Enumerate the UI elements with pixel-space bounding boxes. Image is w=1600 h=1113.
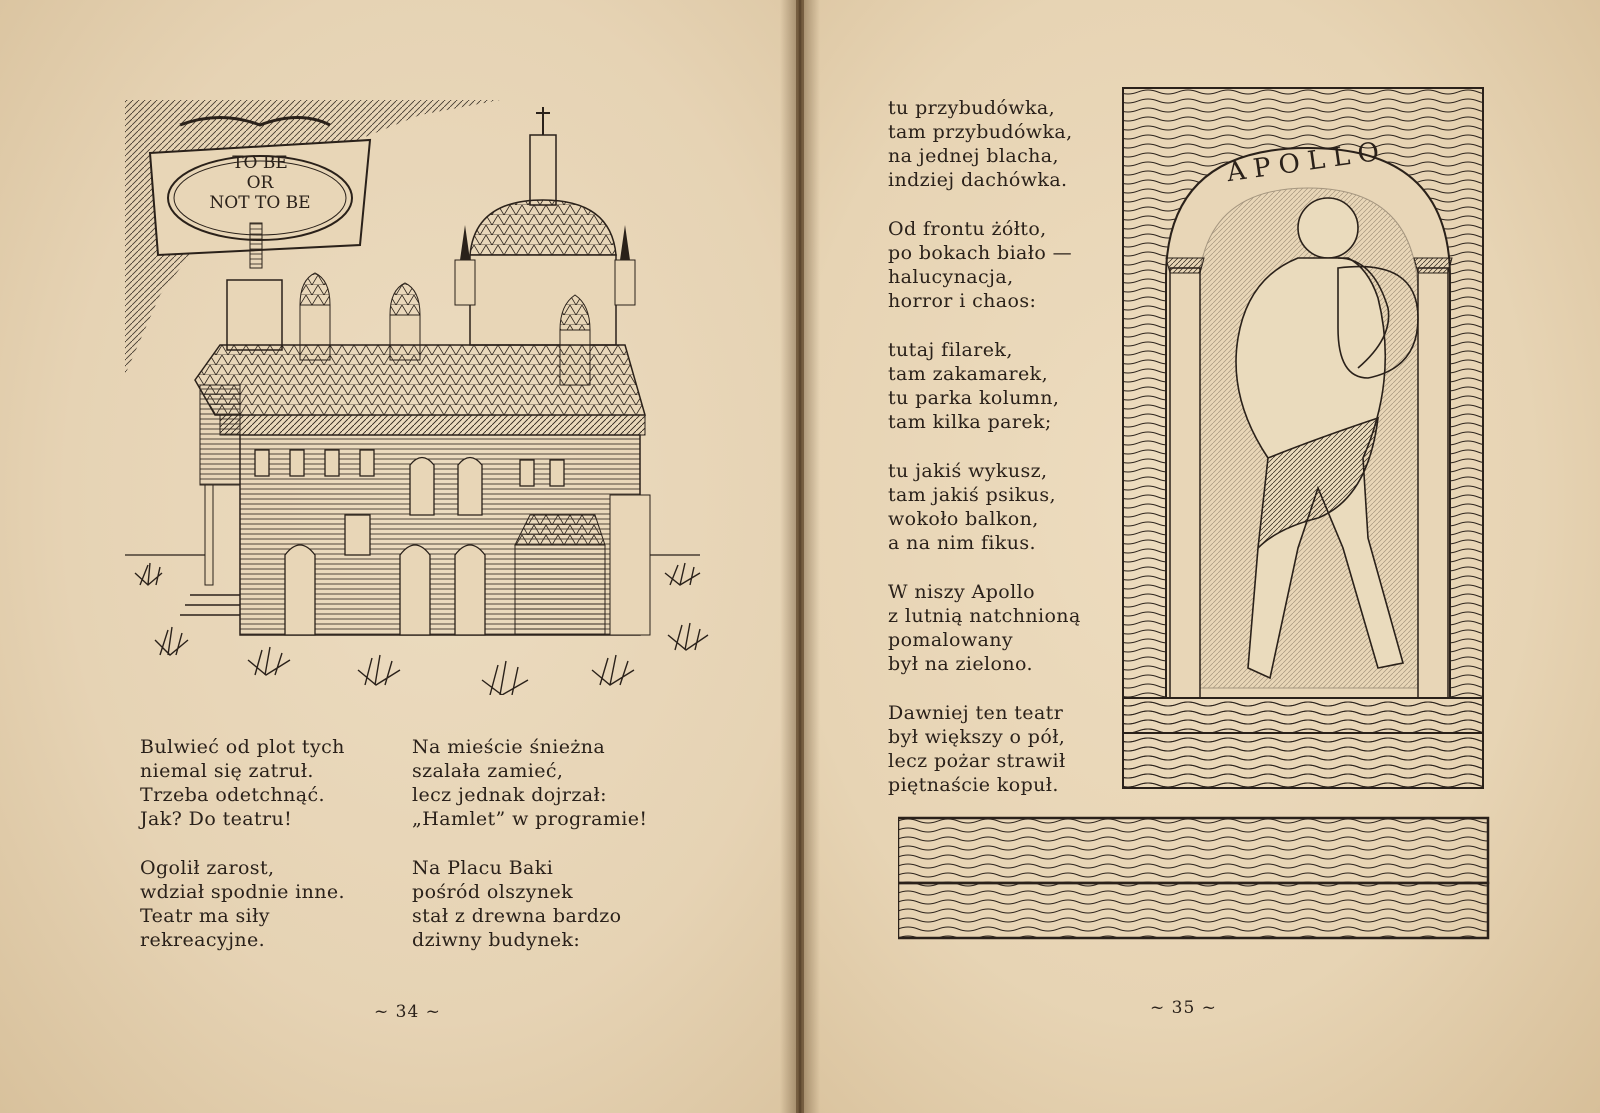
verse-line: po bokach biało — [888,242,1073,264]
verse-line: tam przybudówka, [888,121,1073,143]
verse-line: dziwny budynek: [412,929,581,951]
verse-line: Jak? Do teatru! [140,808,293,830]
verse-line: rekreacyjne. [140,929,266,951]
niche-inscription: APOLLO [1224,135,1389,189]
verse-line: a na nim fikus. [888,532,1036,554]
stanza [140,735,345,831]
sign-line-1: TO BE [232,153,288,173]
verse-line: pomalowany [888,629,1014,651]
stanza [140,856,345,952]
verse-line: tu przybudówka, [888,97,1056,119]
verse-line: tam kilka parek; [888,411,1052,433]
sign-line-2: OR [246,173,274,193]
stanza [412,735,647,831]
verse-line: horror i chaos: [888,290,1037,312]
verse-line: Na Placu Baki [412,857,554,879]
verse-line: z lutnią natchnioną [888,605,1081,627]
verse-line: wokoło balkon, [888,508,1039,530]
verse-line: tu parka kolumn, [888,387,1060,409]
verse-line: Teatr ma siły [140,905,270,927]
verse-line: „Hamlet” w programie! [412,808,648,830]
verse-line: niemal się zatruł. [140,760,314,782]
verse-line: tam jakiś psikus, [888,484,1056,506]
verse-line: Ogolił zarost, [140,857,275,879]
book-gutter [780,0,820,1113]
verse-line: tutaj filarek, [888,339,1013,361]
left-column-1 [140,735,345,977]
apollo-niche-illustration [898,78,1498,948]
verse-line: tu jakiś wykusz, [888,460,1048,482]
verse-line: Dawniej ten teatr [888,702,1064,724]
verse-line: W niszy Apollo [888,581,1035,603]
verse-line: indziej dachówka. [888,169,1068,191]
theatre-illustration [120,95,720,695]
verse-line: lecz pożar strawił [888,750,1066,772]
page-number-right: ~ 35 ~ [1150,998,1217,1018]
verse-line: Na mieście śnieżna [412,736,606,758]
verse-line: pośród olszynek [412,881,574,903]
verse-line: lecz jednak dojrzał: [412,784,607,806]
verse-line: tam zakamarek, [888,363,1049,385]
verse-line: na jednej blacha, [888,145,1059,167]
verse-line: szalała zamieć, [412,760,564,782]
verse-line: Bulwieć od plot tych [140,736,345,758]
right-page [804,0,1600,1113]
left-page [0,0,796,1113]
verse-line: był większy o pół, [888,726,1066,748]
stanza [412,856,647,952]
page-number-left: ~ 34 ~ [374,1002,441,1022]
left-column-2 [412,735,647,977]
verse-line: Od frontu żółto, [888,218,1047,240]
verse-line: Trzeba odetchnąć. [140,784,325,806]
sign-line-3: NOT TO BE [209,193,311,213]
verse-line: wdział spodnie inne. [140,881,345,903]
verse-line: halucynacja, [888,266,1014,288]
verse-line: był na zielono. [888,653,1033,675]
verse-line: piętnaście kopuł. [888,774,1059,796]
verse-line: stał z drewna bardzo [412,905,622,927]
